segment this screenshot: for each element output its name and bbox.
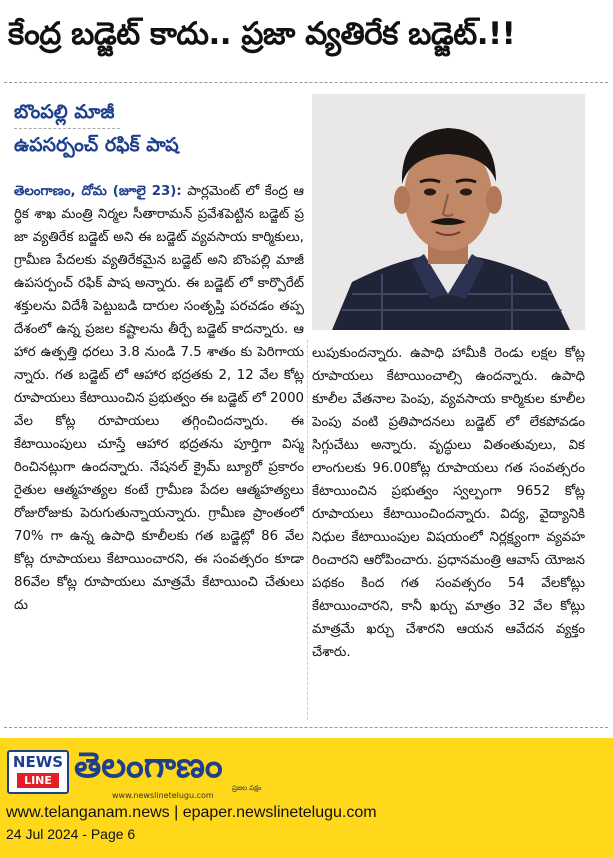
footer-websites[interactable]: www.telanganam.news | epaper.newslinetelugu.com [6,804,377,821]
byline [14,96,304,161]
telanganam-brand: తెలంగాణం [74,746,223,786]
footer-date-page: 24 Jul 2024 - Page 6 [6,826,136,842]
logo-news-text: NEWS [12,753,64,771]
footer-band [0,738,613,858]
column-2-text: లుపుకుందన్నారు. ఉపాధి హామీకి రెండు లక్షల కోట్లరూపాయలు కేటాయించాల్సి ఉందన్నారు. ఉపాధి కూలీల వేతనాల పెంపు, వ్యవసాయ కార్మికుల కూలీల పెంపు వంటి ప్రతిపాదనలు బడ్జెట్ లో లేకపోవడం సిగ్గుచేటు అన్నారు. వృద్ధులు వితంతువులు, వికలాంగులకు 96.00కోట్ల రూపాయలు గత సంవత్సరం కేటాయించిన ప్రభుత్వం స్వల్పంగా 9652 కోట్ల రూపాయలు కేటాయించిందన్నారు. విద్య, వైద్యానికి నిధుల కేటాయింపుల విషయంలో నిర్లక్ష్యంగా వ్యవహరించారని ఆరోపించారు. ప్రధానమంత్రి ఆవాస్ యోజన పథకం కింద గత సంవత్సరం 54 వేలకోట్లు కేటాయించారని, కానీ ఖర్చు మాత్రం 32 వేల కోట్లు మాత్రమే ఖర్చు చేశారని ఆయన ఆవేదన వ్యక్తం చేశారు. [312,346,585,660]
byline-line-2: ఉపసర్పంచ్ రఫిక్ పాష [14,134,179,156]
headline-divider [4,82,608,83]
logo-line-text: LINE [17,773,59,788]
newsline-logo [7,750,69,794]
column-divider [307,340,308,720]
footer-divider [4,727,608,728]
brand-tagline: ప్రజల పక్షం [232,784,262,792]
article-column-1 [14,180,304,720]
column-1-text: పార్లమెంట్ లో కేంద్ర ఆర్థిక శాఖ మంత్రి నిర్మల సీతారామన్ ప్రవేశపెట్టిన బడ్జెట్ ప్రజా వ్యతిరేక బడ్జెట్ అని ఈ బడ్జెట్ వ్యవసాయ కార్మికులు, గ్రామీణ పేదలకు వ్యతిరేకమైన బడ్జెట్ అని బొంపల్లి మాజీ ఉపసర్పంచ్ రఫిక్ పాష అన్నారు. ఈ బడ్జెట్ లో కార్పొరేట్ శక్తులను విదేశీ పెట్టుబడి దారుల సంతృప్తి పరచడం తప్పదేశంలో ఉన్న ప్రజల కష్టాలను తీర్చే బడ్జెట్ కాదన్నారు. ఆహార ఉత్పత్తి ధరలు 3.8 నుండి 7.5 శాతం కు పెరిగాయన్నారు. గత బడ్జెట్ లో ఆహార భద్రతకు 2, 12 వేల కోట్ల రూపాయలు కేటాయించిన ప్రభుత్వం ఈ బడ్జెట్ లో 2000 వేల కోట్ల రూపాయలు తగ్గించిందన్నారు. ఈ కేటాయింపులు చూస్తే ఆహార భద్రతను పూర్తిగా విస్మరించినట్లుగా ఉందన్నారు. నేషనల్ క్రైమ్ బ్యూరో ప్రకారం రైతుల ఆత్మహత్యల కంటే గ్రామీణ పేదల ఆత్మహత్యలు రోజురోజుకు పెరుగుతున్నాయన్నారు. గ్రామీణ ప్రాంతంలో 70% గా ఉన్న ఉపాధి కూలీలకు గత బడ్జెట్లో 86 వేల కోట్ల రూపాయలు కేటాయించారని, ఈ సంవత్సరం కూడా 86వేల కోట్ల రూపాయలు మాత్రమే కేటాయించి చేతులు దు [14,184,304,613]
byline-line-1: బొంపల్లి మాజీ [14,96,120,129]
article-column-2 [312,342,585,720]
brand-url: www.newslinetelugu.com [112,791,214,800]
dateline: తెలంగాణం, దోమ (జూలై 23): [14,184,182,199]
reporter-photo [312,94,585,330]
headline: కేంద్ర బడ్జెట్ కాదు.. ప్రజా వ్యతిరేక బడ్జెట్.!! [8,16,516,52]
person-portrait-icon [312,94,585,330]
